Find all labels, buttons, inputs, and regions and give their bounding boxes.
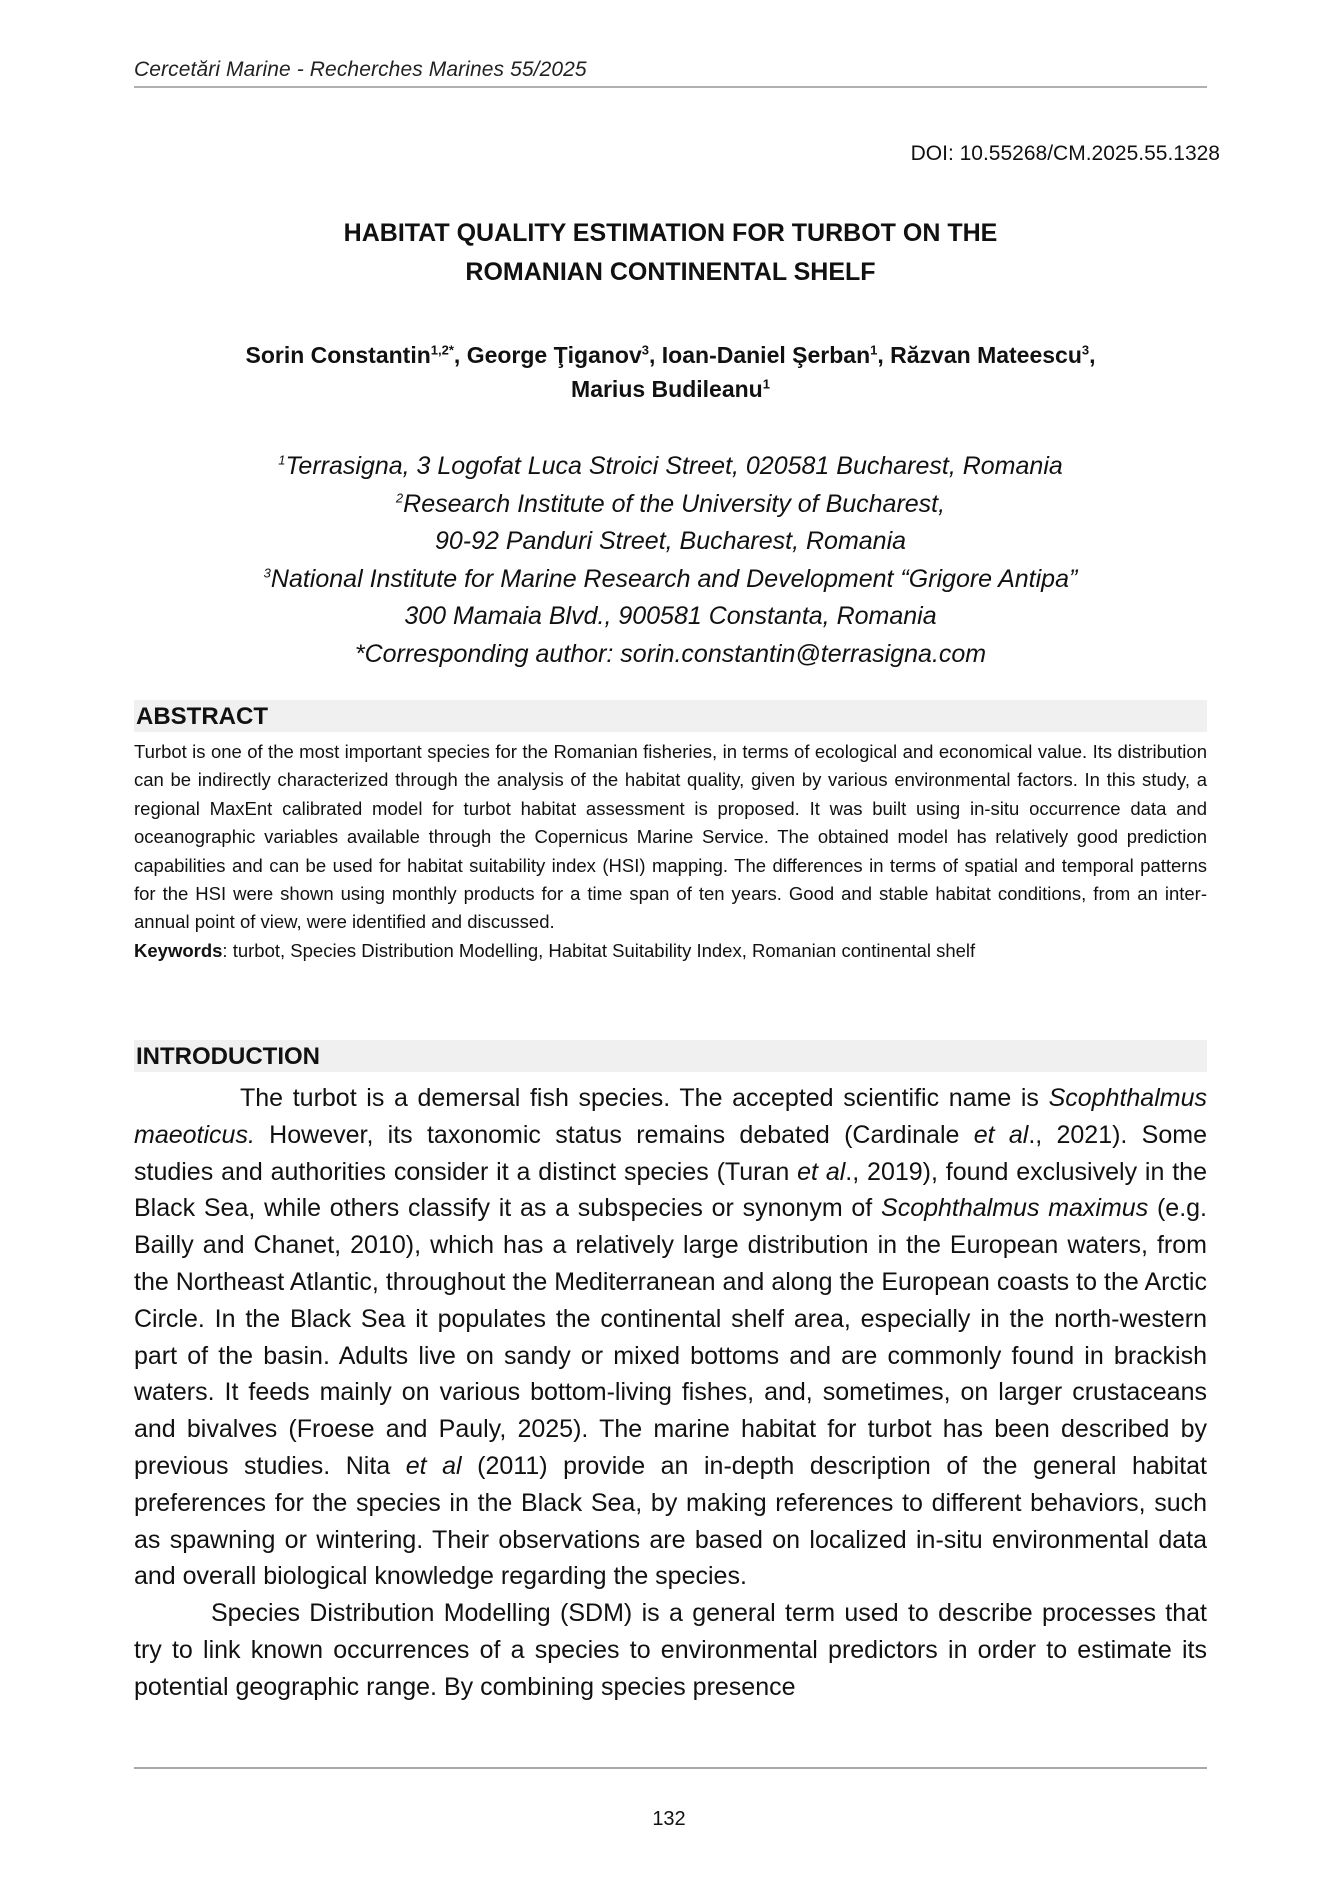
author-name: Ioan-Daniel Şerban	[661, 342, 871, 368]
italic-term: et al	[405, 1451, 462, 1480]
affiliation-text: Terrasigna, 3 Logofat Luca Stroici Street, 020581 Bucharest, Romania	[285, 452, 1063, 480]
author-separator: ,	[1089, 342, 1096, 368]
introduction-section	[134, 1080, 1207, 1706]
abstract-text: Turbot is one of the most important species for the Romanian fisheries, in terms of ecological and economical value. Its distribution can be indirectly characterized through the analysis of the habitat quality, given by various environmental factors. In this study, a regional MaxEnt calibrated model for turbot habitat assessment is proposed. It was built using in-situ occurrence data and oceanographic variables available through the Copernicus Marine Service. The obtained model has relatively good prediction capabilities and can be used for habitat suitability index (HSI) mapping. The differences in terms of spatial and temporal patterns for the HSI were shown using monthly products for a time span of ten years. Good and stable habitat conditions, from an inter-annual point of view, were identified and discussed.	[134, 741, 1207, 933]
affiliation-2	[134, 486, 1207, 524]
affiliation-3	[134, 561, 1207, 599]
author-affiliation-mark: 3	[641, 342, 650, 358]
author-line-1	[134, 338, 1207, 372]
italic-term: Scophthalmus maximus	[881, 1194, 1149, 1223]
footer-divider	[134, 1767, 1207, 1769]
text-run: ., 2021). Some studies and authorities consider it a distinct species (Turan	[134, 1120, 1207, 1186]
text-run: However, its taxonomic status remains debated (Cardinale	[254, 1120, 974, 1149]
affiliation-1	[134, 448, 1207, 486]
title-line-2: ROMANIAN CONTINENTAL SHELF	[465, 258, 876, 286]
text-run: The turbot is a demersal fish species. The accepted scientific name is	[240, 1084, 1049, 1112]
author-affiliation-mark: 1	[870, 342, 878, 358]
affiliation-mark: 2	[395, 490, 404, 506]
abstract-heading: ABSTRACT	[134, 700, 1207, 732]
header-divider	[134, 86, 1207, 88]
introduction-paragraph-2: Species Distribution Modelling (SDM) is a general term used to describe processes that try to link known occurrences of a species to environmental predictors in order to estimate its potential geographic range. By combining species presence	[134, 1599, 1207, 1701]
author-separator: ,	[877, 342, 891, 368]
keywords-list: : turbot, Species Distribution Modelling, Habitat Suitability Index, Romanian continental shelf	[222, 939, 976, 961]
introduction-paragraph-1	[134, 1080, 1207, 1595]
affiliation-mark: 3	[263, 565, 271, 581]
affiliations	[134, 448, 1207, 673]
text-run: ., 2019), found exclusively in the Black Sea, while others classify it as a subspecies or synonym of	[134, 1157, 1207, 1223]
author-list	[134, 338, 1207, 406]
author-name: Sorin Constantin	[245, 342, 431, 368]
author-separator: ,	[453, 342, 467, 368]
affiliation-text: Research Institute of the University of Bucharest,	[403, 489, 946, 518]
text-run: (e.g. Bailly and Chanet, 2010), which has a relatively large distribution in the European waters, from the Northeast Atlantic, throughout the Mediterranean and along the European coasts to the Arctic Circle. In the Black Sea it populates the continental shelf area, especially in the north-western part of the basin. Adults live on sandy or mixed bottoms and are commonly found in brackish waters. It feeds mainly on various bottom-living fishes, and, sometimes, on larger crustaceans and bivalves (Froese and Pauly, 2025). The marine habitat for turbot has been described by previous studies. Nita	[134, 1194, 1207, 1480]
affiliation-text: National Institute for Marine Research and Development “Grigore Antipa”	[270, 564, 1078, 593]
page-number: 132	[652, 1808, 686, 1830]
corresponding-author: *Corresponding author: sorin.constantin@terrasigna.com	[354, 639, 987, 668]
author-name: George Ţiganov	[466, 342, 642, 368]
italic-term: et al	[973, 1120, 1029, 1149]
author-separator: ,	[649, 342, 662, 368]
italic-term: Scophthalmus maeoticus.	[134, 1084, 1207, 1149]
keywords	[134, 937, 1207, 965]
introduction-heading: INTRODUCTION	[134, 1040, 1207, 1072]
author-affiliation-mark: 1	[762, 376, 770, 392]
author-affiliation-mark: 3	[1081, 342, 1090, 358]
keywords-label: Keywords	[134, 939, 223, 961]
affiliation-mark: 1	[278, 452, 286, 468]
paper-title	[134, 214, 1207, 292]
author-line-2	[134, 372, 1207, 406]
journal-running-head: Cercetări Marine - Recherches Marines 55/2025	[134, 58, 587, 81]
italic-term: et al	[797, 1157, 846, 1186]
affiliation-3-address: 300 Mamaia Blvd., 900581 Constanta, Romania	[404, 602, 937, 630]
author-name: Marius Budileanu	[571, 376, 763, 402]
doi-label: DOI: 10.55268/CM.2025.55.1328	[910, 142, 1220, 165]
abstract-section	[134, 738, 1207, 965]
affiliation-2-address: 90-92 Panduri Street, Bucharest, Romania	[434, 527, 907, 555]
text-run: (2011) provide an in-depth description of the general habitat preferences for the species in the Black Sea, by making references to different behaviors, such as spawning or wintering. Their observations are based on localized in-situ environmental data and overall biological knowledge regarding the species.	[134, 1451, 1208, 1591]
author-affiliation-mark: 1,2*	[430, 342, 454, 358]
author-name: Răzvan Mateescu	[890, 342, 1082, 368]
title-line-1: HABITAT QUALITY ESTIMATION FOR TURBOT ON THE	[343, 219, 998, 247]
